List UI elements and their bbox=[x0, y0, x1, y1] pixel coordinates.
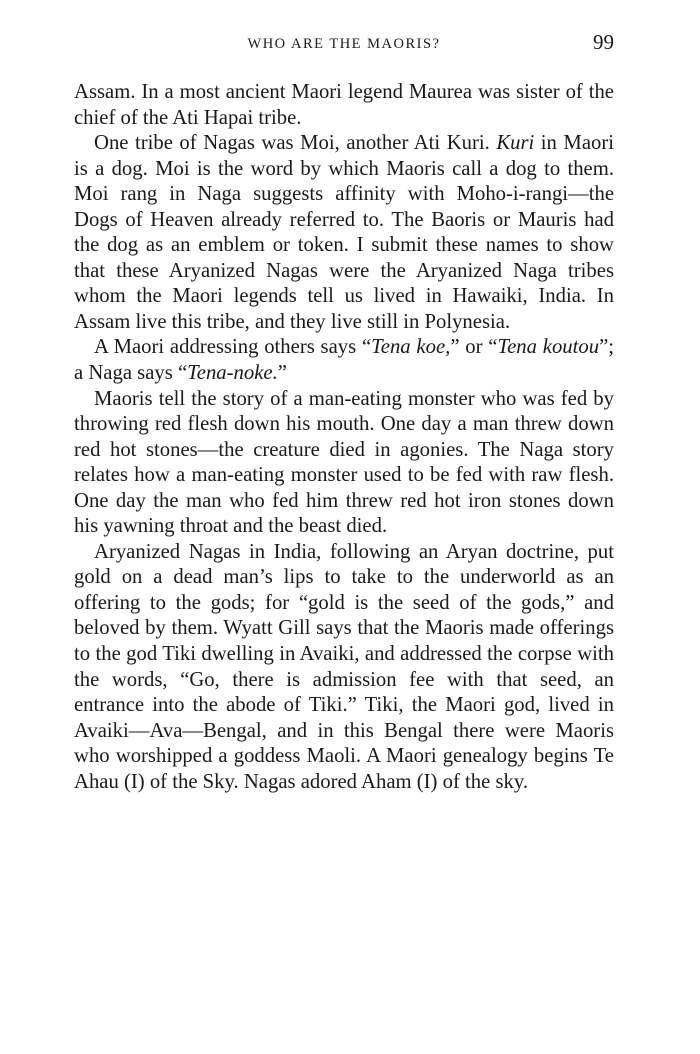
paragraph: Maoris tell the story of a man-eating monster who was fed by throwing red flesh down his mouth. One day a man threw down red hot stones—the creature died in agonies. The Naga story relates how a man-eating monster used to be fed with raw flesh. One day the man who fed him threw red hot iron stones down his yawning throat and the beast died. bbox=[74, 387, 614, 538]
paragraph: Aryanized Nagas in India, following an Aryan doctrine, put gold on a dead man’s lips to take to the underworld as an offering to the gods; for “gold is the seed of the gods,” and beloved by them. Wyatt Gill says that the Maoris made offerings to the god Tiki dwelling in Avaiki, and addressed the corpse with the words, “Go, there is admission fee with that seed, an entrance into the abode of Tiki.” Tiki, the Maori god, lived in Avaiki—Ava—Bengal, and in this Bengal there were Maoris who worshipped a goddess Maoli. A Maori genealogy begins Te Ahau (I) of the Sky. Nagas adored Aham (I) of the sky. bbox=[74, 540, 614, 793]
page-number: 99 bbox=[593, 30, 614, 54]
paragraph: A Maori addressing others says “Tena koe,” or “Tena koutou”; a Naga says “Tena-noke.” bbox=[74, 336, 615, 385]
running-title: WHO ARE THE MAORIS? bbox=[247, 36, 441, 52]
body-text bbox=[74, 80, 614, 795]
page-header bbox=[74, 30, 614, 60]
paragraph: One tribe of Nagas was Moi, another Ati Kuri. Kuri in Maori is a dog. Moi is the word by which Maoris call a dog to them. Moi rang in Naga suggests affinity with Moho-i-rangi—the Dogs of Heaven already referred to. The Baoris or Mauris had the dog as an emblem or token. I submit these names to show that these Aryanized Nagas were the Aryanized Naga tribes whom the Maori legends tell us lived in Hawaiki, India. In Assam live this tribe, and they live still in Polynesia. bbox=[74, 132, 614, 333]
paragraph: Assam. In a most ancient Maori legend Maurea was sister of the chief of the Ati Hapai tribe. bbox=[74, 81, 614, 129]
